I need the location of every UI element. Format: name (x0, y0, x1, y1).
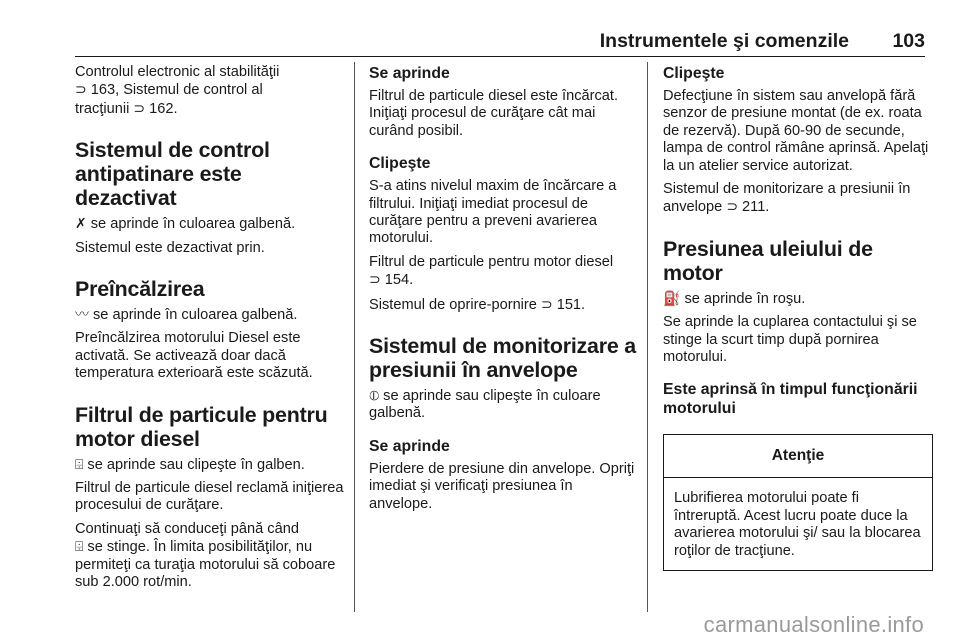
subheading: Se aprinde (369, 65, 450, 82)
arrow-ref-icon: ⊃ (75, 81, 87, 98)
cross-reference-link[interactable]: 162. (149, 100, 178, 117)
subheading: Clipeşte (369, 155, 431, 173)
paragraph: 〰 se aprinde în culoarea galbenă. (75, 306, 298, 324)
arrow-ref-icon: ⊃ (133, 99, 146, 116)
column-left (75, 64, 345, 598)
paragraph: S-a atins nivelul maxim de încărcare a filtrului. Iniţiaţi imediat procesul de curăţare pentru a preveni avarierea motorului. (369, 178, 617, 247)
diesel-particulate-filter-icon: ⌹ (75, 538, 84, 555)
cross-reference-link[interactable]: 163, Sistemul de control al (90, 82, 263, 99)
paragraph: ⛽ se aprinde în roşu. (663, 289, 806, 307)
paragraph: Sistemul de oprire-pornire ⊃ 151. (369, 295, 586, 313)
subheading: Clipeşte (663, 65, 725, 82)
section-heading: Presiunea uleiului de motor (663, 236, 873, 285)
subheading: Este aprinsă în timpul funcţionării motorului (663, 381, 918, 418)
arrow-ref-icon: ⊃ (726, 198, 739, 215)
page-header (75, 30, 925, 57)
section-heading: Preîncălzirea (75, 277, 205, 302)
traction-control-off-icon: ✗ (75, 215, 87, 232)
paragraph: Filtrul de particule diesel este încărcat. Iniţiaţi procesul de curăţare cât mai curând posibil. (369, 88, 619, 139)
paragraph: ✗ se aprinde în culoarea galbenă. (75, 215, 296, 233)
cross-reference-link[interactable]: 211. (742, 199, 770, 216)
paragraph: ⦶ se aprinde sau clipeşte în culoare galbenă. (369, 387, 601, 422)
caution-title: Atenţie (664, 435, 932, 478)
arrow-ref-icon: ⊃ (369, 271, 381, 288)
column-divider (647, 62, 648, 612)
intro-paragraph: Controlul electronic al stabilităţii ⊃ 163, Sistemul de control al tracţiunii ⊃ 162. (75, 64, 280, 117)
chapter-title: Instrumentele şi comenzile (599, 30, 849, 52)
page-number: 103 (892, 30, 925, 52)
paragraph: Sistemul de monitorizare a presiunii în anvelope ⊃ 211. (663, 181, 911, 216)
paragraph: ⌹ se aprinde sau clipeşte în galben. (75, 455, 305, 473)
section-heading: Sistemul de control antipatinare este dezactivat (75, 138, 270, 211)
arrow-ref-icon: ⊃ (540, 295, 553, 312)
tire-pressure-icon: ⦶ (369, 387, 380, 404)
column-right (663, 64, 933, 571)
section-heading: Sistemul de monitorizare a presiunii în anvelope (369, 334, 637, 383)
watermark: carmanualsonline.info (703, 612, 924, 637)
caution-text: Lubrifierea motorului poate fi întreruptă. Acest lucru poate duce la avarierea motorului şi/ sau la blocarea roţilor de tracţiune. (674, 490, 921, 559)
paragraph: Se aprinde la cuplarea contactului şi se stinge la scurt timp după pornirea motorului. (663, 314, 917, 366)
column-middle (369, 64, 639, 519)
cross-reference-link[interactable]: 154. (384, 272, 414, 289)
paragraph: Preîncălzirea motorului Diesel este activată. Se activează doar dacă temperatura exterioară este scăzută. (75, 330, 313, 382)
paragraph: Filtrul de particule pentru motor diesel ⊃ 154. (369, 253, 614, 289)
cross-reference-link[interactable]: 151. (556, 296, 586, 313)
section-heading: Filtrul de particule pentru motor diesel (75, 402, 328, 451)
column-divider (354, 62, 355, 612)
preheat-coil-icon: 〰 (75, 306, 89, 323)
paragraph: Pierdere de presiune din anvelope. Opriţi imediat şi verificaţi presiunea în anvelope. (369, 460, 635, 512)
oil-can-icon: ⛽ (663, 289, 681, 306)
paragraph: Defecţiune în sistem sau anvelopă fără senzor de presiune montat (de ex. roata de rezervă). După 60-90 de secunde, lampa de control rămâne aprinsă. Apelaţi la un atelier service autorizat. (663, 88, 929, 174)
paragraph: Filtrul de particule diesel reclamă iniţierea procesului de curăţare. (75, 480, 344, 514)
paragraph: Continuaţi să conduceţi până când ⌹ se stinge. În limita posibilităţilor, nu permiteţi ca turaţia motorului să coboare sub 2.000 rot/min. (75, 520, 336, 591)
caution-box (663, 434, 933, 571)
paragraph: Sistemul este dezactivat prin. (75, 239, 265, 256)
diesel-particulate-filter-icon: ⌹ (75, 455, 84, 472)
subheading: Se aprinde (369, 437, 450, 455)
